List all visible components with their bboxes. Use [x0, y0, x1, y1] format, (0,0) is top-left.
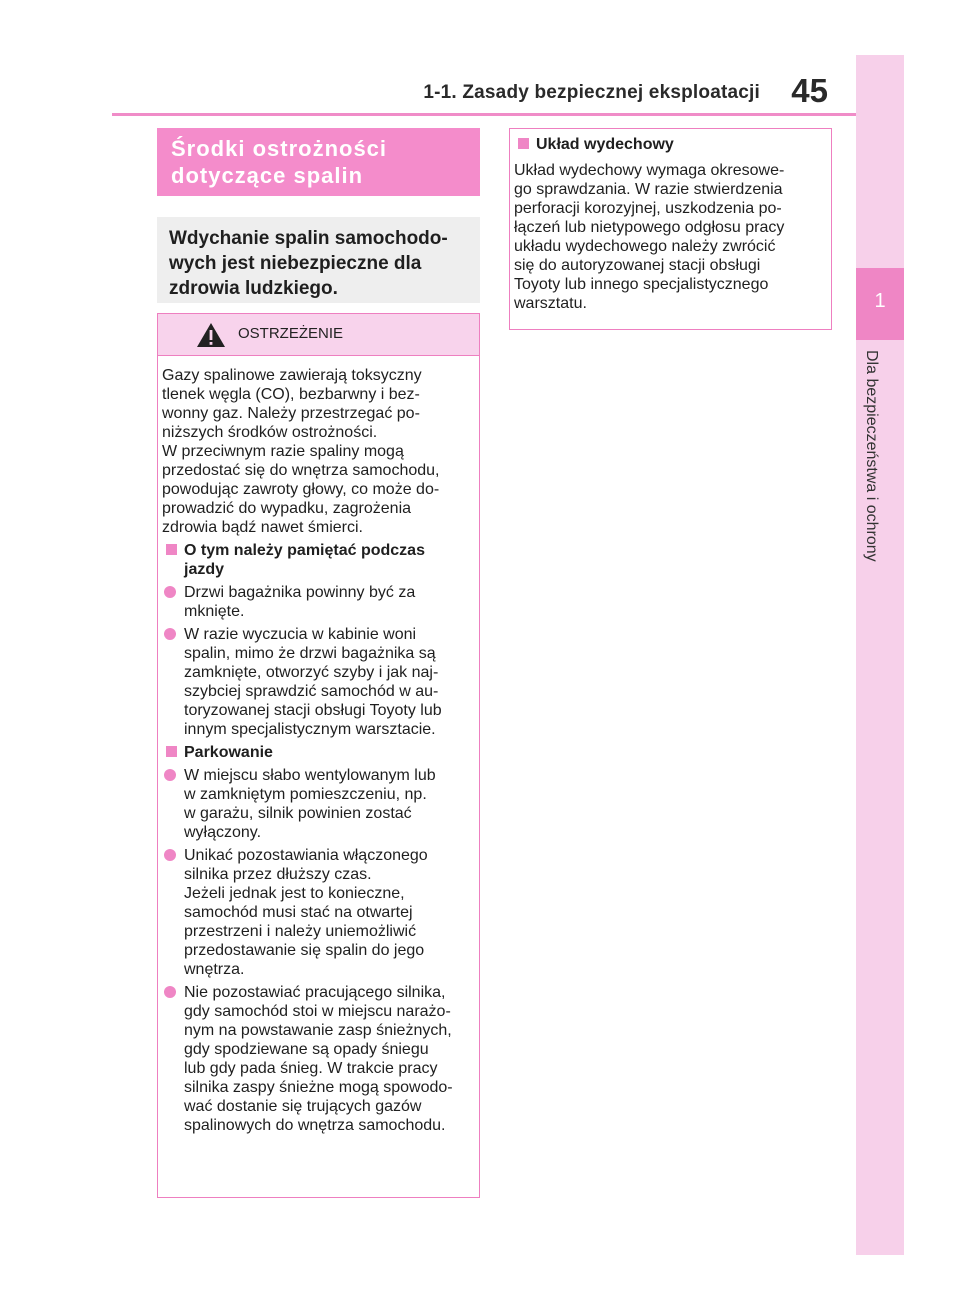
text-line: W razie wyczucia w kabinie woni — [184, 626, 417, 643]
intro-text — [169, 226, 474, 301]
list-item — [162, 846, 476, 979]
text-line: lub gdy pada śnieg. W trakcie pracy — [184, 1060, 438, 1077]
text-line: niższych środków ostrożności. — [162, 424, 378, 441]
header-divider — [112, 113, 856, 116]
square-bullet-icon — [166, 746, 177, 757]
chapter-side-strip — [856, 55, 904, 1255]
text-line: Układ wydechowy — [536, 136, 674, 153]
warning-intro — [162, 366, 476, 537]
text-line: spalin, mimo że drzwi bagażnika są — [184, 645, 436, 662]
text-line: zdrowia bądź nawet śmierci. — [162, 519, 363, 536]
text-line: układu wydechowego należy zwrócić — [514, 238, 776, 255]
text-line: wnętrza. — [184, 961, 245, 978]
list-item — [162, 766, 476, 842]
page-number: 45 — [791, 72, 828, 109]
text-line: Nie pozostawiać pracującego silnika, — [184, 984, 446, 1001]
text-line: W przeciwnym razie spaliny mogą — [162, 443, 404, 460]
text-line: warsztatu. — [514, 295, 587, 312]
text-line: mknięte. — [184, 603, 245, 620]
text-line: silnika zaspy śnieżne mogą spowodo- — [184, 1079, 453, 1096]
subheading-exhaust — [514, 135, 826, 154]
intro-line: zdrowia ludzkiego. — [169, 278, 338, 299]
exhaust-system-box — [509, 128, 832, 330]
warning-triangle-icon — [196, 322, 226, 348]
text-line: Toyoty lub innego specjalistycznego — [514, 276, 769, 293]
circle-bullet-icon — [164, 849, 176, 861]
text-line: w zamkniętym pomieszczeniu, np. — [184, 786, 427, 803]
text-line: O tym należy pamiętać podczas — [184, 542, 425, 559]
text-line: jazdy — [184, 561, 225, 578]
text-line: Jeżeli jednak jest to konieczne, — [184, 885, 405, 902]
subheading-parking — [162, 743, 476, 762]
text-line: perforacji korozyjnej, uszkodzenia po- — [514, 200, 782, 217]
text-line: zamknięte, otworzyć szyby i jak naj- — [184, 664, 439, 681]
warning-header — [158, 314, 479, 356]
text-line: przestrzeni i należy uniemożliwić — [184, 923, 417, 940]
running-header: 1-1. Zasady bezpiecznej eksploatacji — [423, 82, 760, 103]
text-line: Unikać pozostawiania włączonego — [184, 847, 428, 864]
text-line: wonny gaz. Należy przestrzegać po- — [162, 405, 420, 422]
text-line: wać dostanie się trujących gazów — [184, 1098, 422, 1115]
circle-bullet-icon — [164, 986, 176, 998]
text-line: spalinowych do wnętrza samochodu. — [184, 1117, 446, 1134]
text-line: nym na powstawanie zasp śnieżnych, — [184, 1022, 452, 1039]
circle-bullet-icon — [164, 628, 176, 640]
text-line: gdy spodziewane są opady śniegu — [184, 1041, 429, 1058]
intro-box — [157, 217, 480, 303]
text-line: tlenek węgla (CO), bezbarwny i bez- — [162, 386, 420, 403]
text-line: Układ wydechowy wymaga okresowe- — [514, 162, 785, 179]
text-line: Drzwi bagażnika powinny być za — [184, 584, 416, 601]
text-line: samochód musi stać na otwartej — [184, 904, 413, 921]
chapter-label: Dla bezpieczeństwa i ochrony — [863, 350, 880, 562]
warning-box — [157, 313, 480, 1198]
text-line: przedostać się do wnętrza samochodu, — [162, 462, 440, 479]
square-bullet-icon — [518, 138, 529, 149]
text-line: powodując zawroty głowy, co może do- — [162, 481, 440, 498]
chapter-number: 1 — [874, 290, 886, 312]
section-heading-box — [157, 128, 480, 196]
list-item — [162, 625, 476, 739]
text-line: W miejscu słabo wentylowanym lub — [184, 767, 436, 784]
section-title-line: Środki ostrożności — [171, 136, 388, 161]
text-line: się do autoryzowanej stacji obsługi — [514, 257, 761, 274]
text-line: Parkowanie — [184, 744, 273, 761]
text-line: go sprawdzania. W razie stwierdzenia — [514, 181, 783, 198]
intro-line: wych jest niebezpieczne dla — [169, 253, 422, 274]
section-title-line: dotyczące spalin — [171, 163, 364, 188]
exhaust-system-body — [514, 135, 826, 313]
text-line: w garażu, silnik powinien zostać — [184, 805, 412, 822]
circle-bullet-icon — [164, 769, 176, 781]
circle-bullet-icon — [164, 586, 176, 598]
warning-label: OSTRZEŻENIE — [238, 325, 344, 342]
list-item — [162, 983, 476, 1135]
text-line: prowadzić do wypadku, zagrożenia — [162, 500, 412, 517]
intro-line: Wdychanie spalin samochodo- — [169, 228, 448, 249]
square-bullet-icon — [166, 544, 177, 555]
list-item — [162, 583, 476, 621]
text-line: innym specjalistycznym warsztacie. — [184, 721, 436, 738]
subheading-driving — [162, 541, 476, 579]
text-line: szybciej sprawdzić samochód w au- — [184, 683, 439, 700]
warning-body — [162, 366, 476, 1139]
text-line: wyłączony. — [184, 824, 262, 841]
text-line: Gazy spalinowe zawierają toksyczny — [162, 367, 422, 384]
text-line: łączeń lub nietypowego odgłosu pracy — [514, 219, 785, 236]
section-title — [171, 135, 472, 189]
text-line: przedostawanie się spalin do jego — [184, 942, 425, 959]
text-line: gdy samochód stoi w miejscu narażo- — [184, 1003, 451, 1020]
text-line: toryzowanej stacji obsługi Toyoty lub — [184, 702, 442, 719]
text-line: silnika przez dłuższy czas. — [184, 866, 372, 883]
